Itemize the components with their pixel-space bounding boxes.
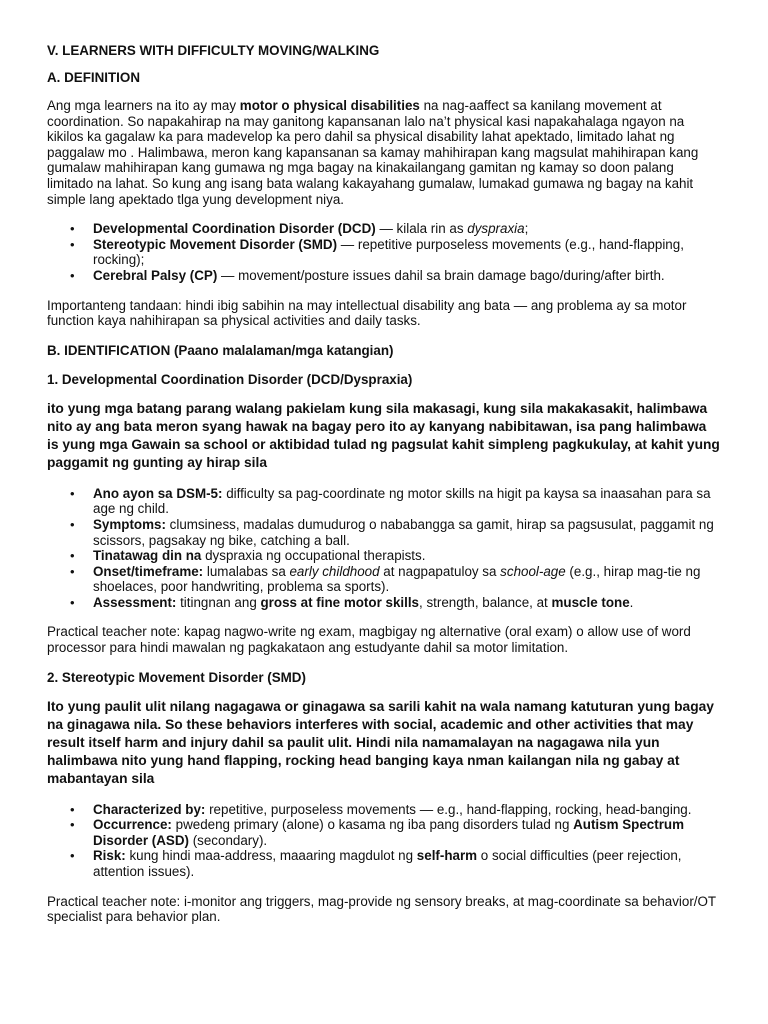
list-item: • Risk: kung hindi maa-address, maaaring magdulot ng self-harm o social difficulties (peer rejection, attention issues). xyxy=(93,848,721,879)
list-item: • Assessment: titingnan ang gross at fine motor skills, strength, balance, at muscle tone. xyxy=(93,595,721,611)
definition-note: Importanteng tandaan: hindi ibig sabihin na may intellectual disability ang bata — ang problema ay sa motor function kaya nahihirapan sa physical activities and daily tasks. xyxy=(47,297,687,329)
smd-description: Ito yung paulit ulit nilang nagagawa or ginagawa sa sarili kahit na wala namang katuturan yung bagay na ginagawa nila. So these behaviors interferes with social, academic and other activities that may result itself harm and injury dahil sa paulit ulit. Hindi nila namamalayan na nagagawa nila yun halimbawa nito yung hand flapping, rocking head banging kaya nman kailangan nila ng gabay at mabantayan sila xyxy=(47,698,714,786)
list-item: • Symptoms: clumsiness, madalas dumudurog o nababangga sa gamit, hirap sa pagsusulat, paggamit ng scissors, pagsakay ng bike, catching a ball. xyxy=(93,517,721,548)
list-item: • Onset/timeframe: lumalabas sa early childhood at nagpapatuloy sa school-age (e.g., hirap mag-tie ng shoelaces, poor handwriting, problema sa sports). xyxy=(93,564,721,595)
list-item: • Cerebral Palsy (CP) — movement/posture issues dahil sa brain damage bago/during/after birth. xyxy=(93,268,721,284)
definition-heading: A. DEFINITION xyxy=(47,70,140,85)
list-item: • Ano ayon sa DSM-5: difficulty sa pag-coordinate ng motor skills na higit pa kaysa sa inaasahan para sa age ng child. xyxy=(93,486,721,517)
section-title: V. LEARNERS WITH DIFFICULTY MOVING/WALKING xyxy=(47,43,380,58)
smd-heading: 2. Stereotypic Movement Disorder (SMD) xyxy=(47,669,306,685)
definition-bullet-list xyxy=(47,221,721,283)
motor-disabilities-emphasis: motor o physical disabilities xyxy=(239,98,420,113)
dcd-heading: 1. Developmental Coordination Disorder (DCD/Dyspraxia) xyxy=(47,371,413,387)
list-item: • Stereotypic Movement Disorder (SMD) — repetitive purposeless movements (e.g., hand-flapping, rocking); xyxy=(93,237,721,268)
definition-paragraph: Ang mga learners na ito ay may motor o physical disabilities na nag-aaffect sa kanilang movement at coordination. So napakahirap na may ganitong kapansanan lalo na’t physical kasi napakahalaga ngayon na kikilos ka gagalaw ka para madevelop ka pero dahil sa physical disability lahat apektado, limitado lahat ng paggalaw mo . Halimbawa, meron kang kapansanan sa kamay mahihirapan kang magsulat mahihirapan kang gumalaw mahihirapan kang gumawa ng mga bagay na kinakailangang gamitan ng kamay so doon palang limitado na lahat. So kung ang isang bata walang kakayahang gumalaw, lumakad gumawa ng bagay na kahit simple lang apektado tlga yung development niya. xyxy=(47,98,699,207)
list-item: • Occurrence: pwedeng primary (alone) o kasama ng iba pang disorders tulad ng Autism Spectrum Disorder (ASD) (secondary). xyxy=(93,817,721,848)
list-item: • Tinatawag din na dyspraxia ng occupational therapists. xyxy=(93,548,721,564)
smd-bullet-list xyxy=(47,802,721,880)
dcd-bullet-list xyxy=(47,486,721,611)
list-item: • Characterized by: repetitive, purposeless movements — e.g., hand-flapping, rocking, head-banging. xyxy=(93,802,721,818)
dcd-teacher-note: Practical teacher note: kapag nagwo-write ng exam, magbigay ng alternative (oral exam) o allow use of word processor para hindi mawalan ng pagkakataon ang estudyante dahil sa motor limitation. xyxy=(47,624,691,656)
dcd-description: ito yung mga batang parang walang pakielam kung sila makasagi, kung sila makakasakit, halimbawa nito ay ang bata meron syang hawak na bagay pero ito ay kanyang nabibitawan, isa pang halimbawa is yung mga Gawain sa school or aktibidad tulad ng pagsulat kahit simpleng pagkukulay, at kahit yung paggamit ng gunting ay hirap sila xyxy=(47,400,720,470)
smd-teacher-note: Practical teacher note: i-monitor ang triggers, mag-provide ng sensory breaks, at mag-coordinate sa behavior/OT specialist para behavior plan. xyxy=(47,893,716,925)
identification-heading: B. IDENTIFICATION (Paano malalaman/mga katangian) xyxy=(47,342,394,358)
list-item: • Developmental Coordination Disorder (DCD) — kilala rin as dyspraxia; xyxy=(93,221,721,237)
